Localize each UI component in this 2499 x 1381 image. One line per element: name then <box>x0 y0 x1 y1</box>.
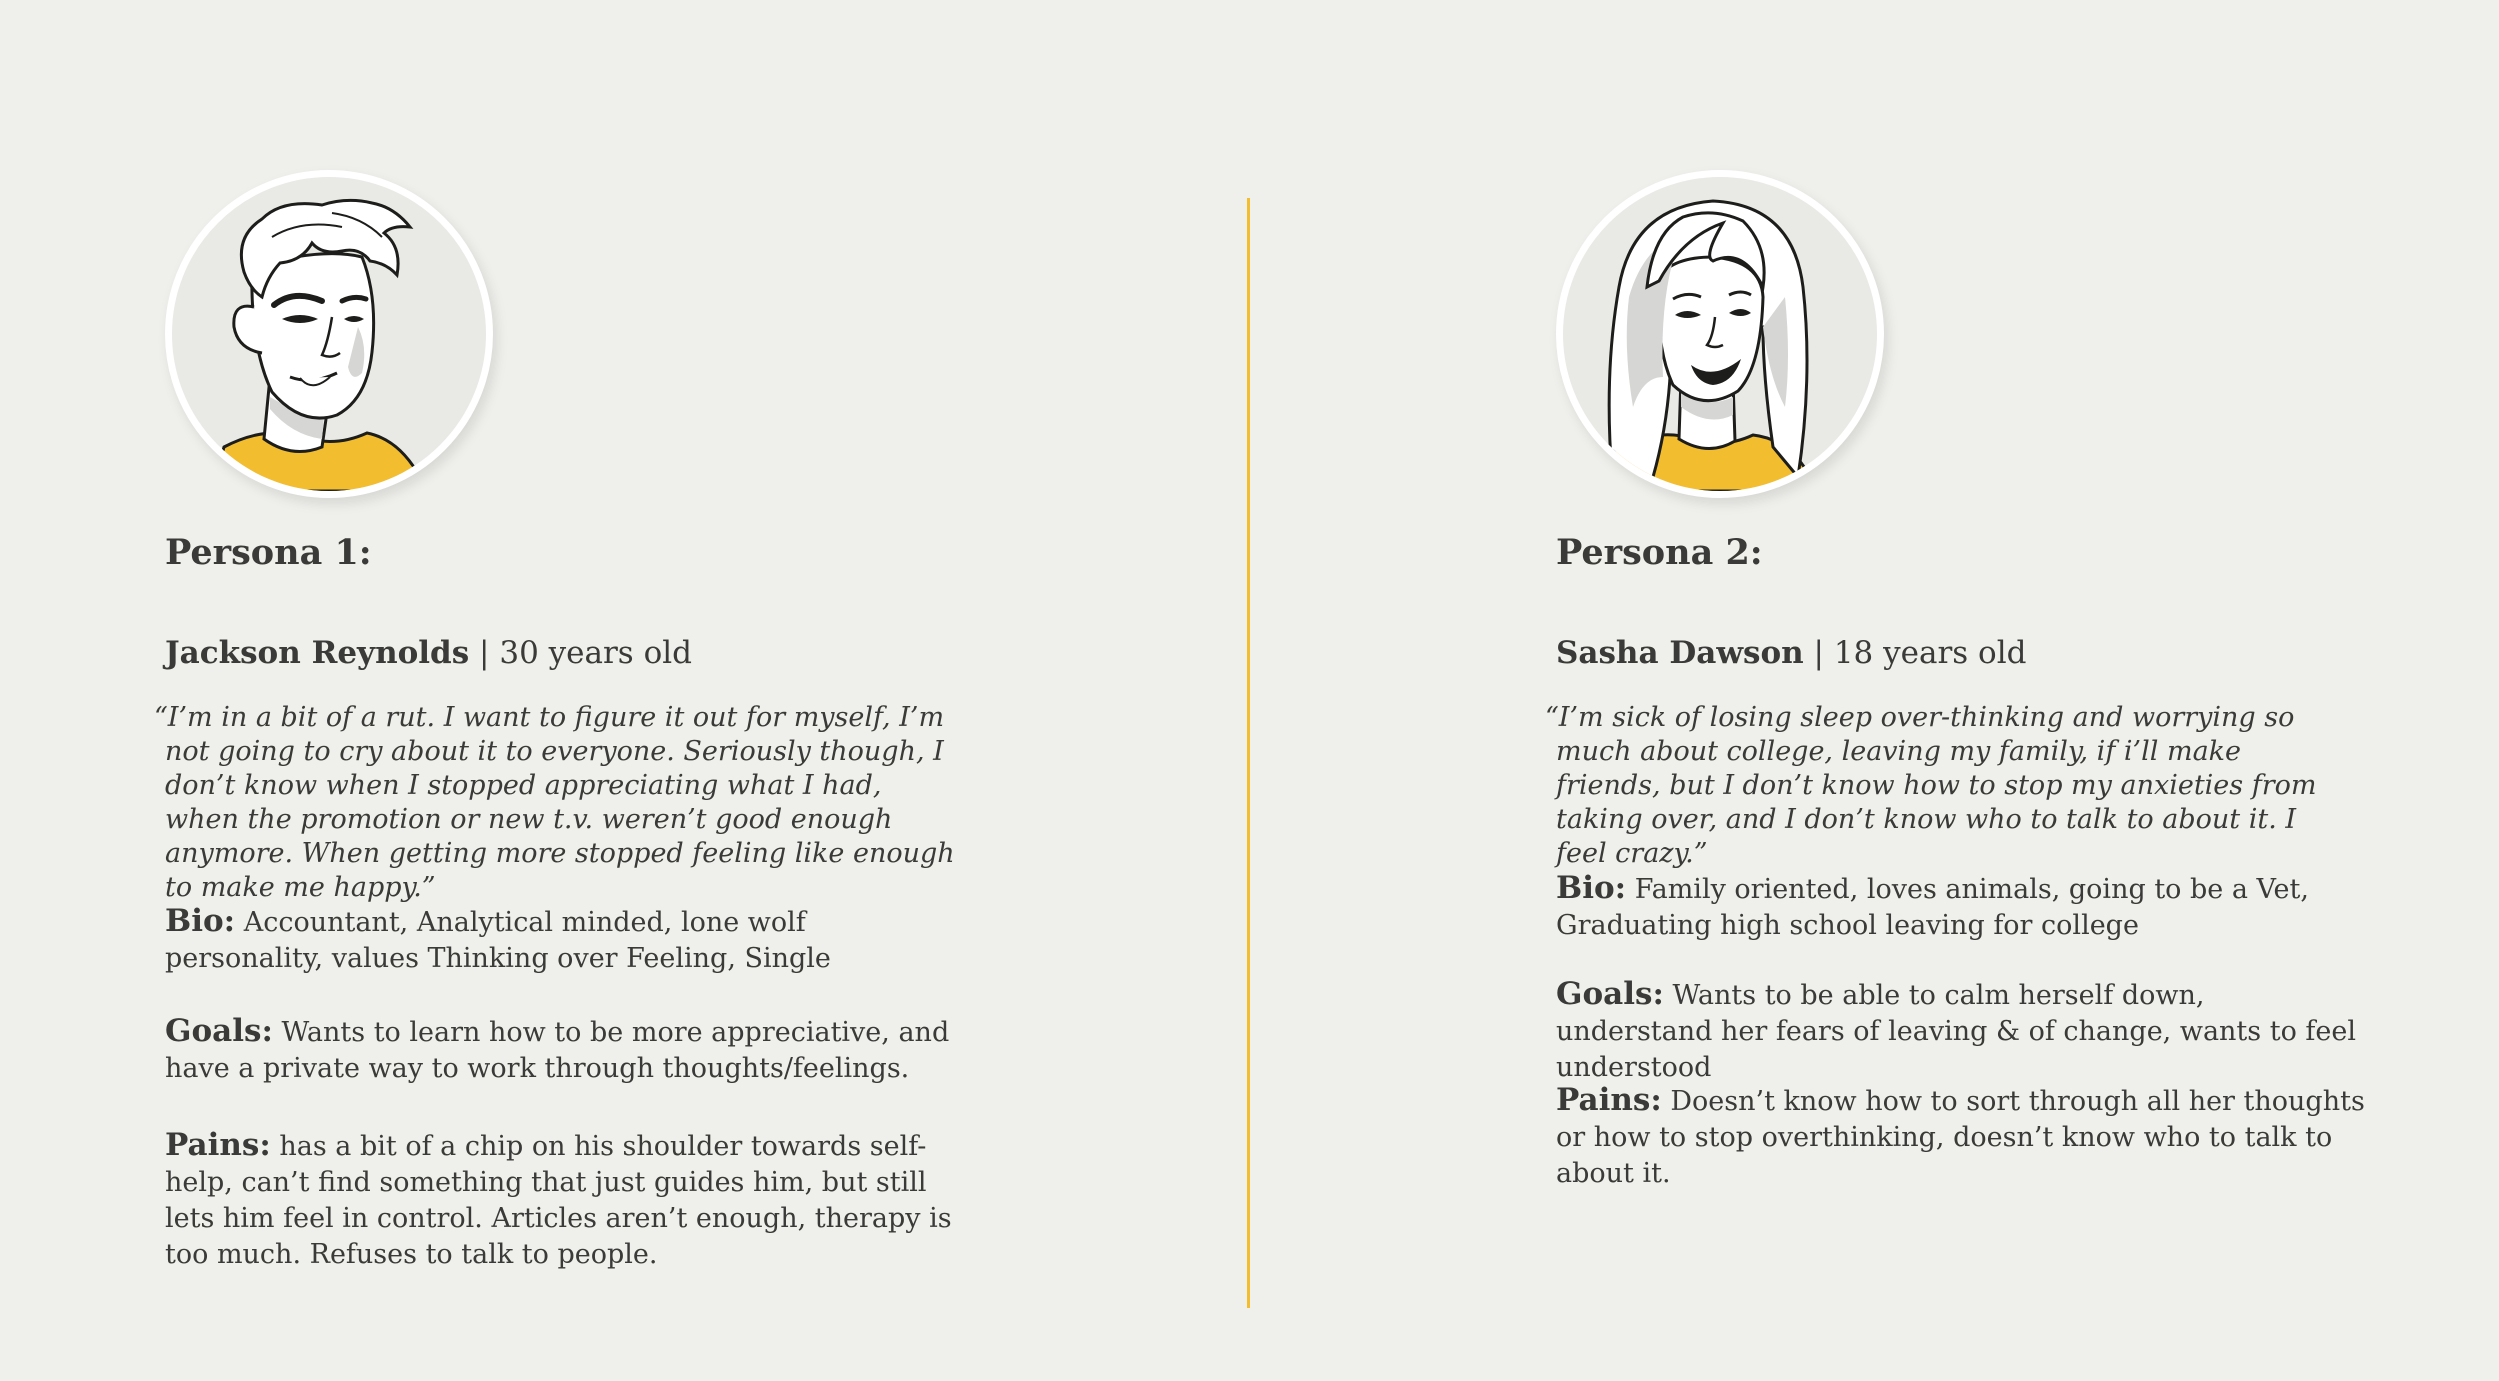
woman-avatar-icon <box>1556 170 1884 498</box>
persona-name-line <box>1556 635 2026 671</box>
persona-name-line <box>165 635 692 671</box>
name-separator: | <box>1803 635 1834 671</box>
persona-bio <box>165 903 955 977</box>
persona-name: Sasha Dawson <box>1556 635 1804 671</box>
persona-quote: “I’m sick of losing sleep over-thinking and worrying so much about college, leaving my family, if i’ll make friends, but I don’t know how to stop my anxieties from taking over, and I don’t know who to talk to about it. I feel crazy.” <box>1545 702 2317 869</box>
man-avatar-icon <box>165 170 493 498</box>
persona-quote: “I’m in a bit of a rut. I want to figure it out for myself, I’m not going to cry about it to everyone. Seriously though, I don’t know when I stopped appreciating what I had, when the promotion or new t.v. weren’t good enough anymore. When getting more stopped feeling like enough to make me happy.” <box>154 702 955 903</box>
pains-text: Doesn’t know how to sort through all her thoughts or how to stop overthinking, doesn’t know who to talk to about it. <box>1556 1086 2365 1189</box>
persona-heading: Persona 1: <box>165 532 372 573</box>
pains-label: Pains: <box>1556 1082 1662 1118</box>
persona-name: Jackson Reynolds <box>165 635 470 671</box>
persona-goals <box>1556 976 2366 1086</box>
pains-label: Pains: <box>165 1127 271 1163</box>
goals-text: Wants to learn how to be more appreciative, and have a private way to work through thoughts/feelings. <box>165 1017 950 1084</box>
vertical-divider <box>1247 198 1250 1308</box>
bio-label: Bio: <box>1556 870 1627 906</box>
persona-heading: Persona 2: <box>1556 532 1763 573</box>
pains-text: has a bit of a chip on his shoulder towards self-help, can’t find something that just guides him, but still lets him feel in control. Articles aren’t enough, therapy is too much. Refuses to talk to people. <box>165 1131 952 1270</box>
persona-pains <box>165 1127 965 1273</box>
persona-pains <box>1556 1082 2366 1192</box>
bio-text: Family oriented, loves animals, going to be a Vet, Graduating high school leaving for college <box>1556 874 2309 941</box>
persona-age: 18 years old <box>1833 635 2027 671</box>
persona-goals <box>165 1013 965 1087</box>
goals-text: Wants to be able to calm herself down, understand her fears of leaving & of change, wants to feel understood <box>1556 980 2356 1083</box>
name-separator: | <box>469 635 500 671</box>
bio-label: Bio: <box>165 903 236 939</box>
persona-bio <box>1556 870 2346 944</box>
persona-age: 30 years old <box>499 635 692 671</box>
goals-label: Goals: <box>1556 976 1664 1012</box>
goals-label: Goals: <box>165 1013 273 1049</box>
bio-text: Accountant, Analytical minded, lone wolf personality, values Thinking over Feeling, Single <box>165 907 831 974</box>
